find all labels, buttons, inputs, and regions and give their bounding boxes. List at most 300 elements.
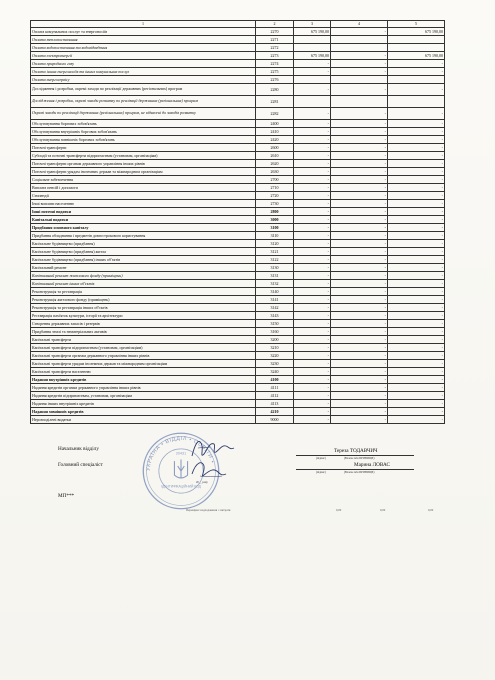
row-code-cell: 2282 — [256, 108, 294, 120]
row-col3-cell: - — [294, 200, 331, 208]
row-col3-cell: - — [294, 144, 331, 152]
row-col4-cell: - — [331, 376, 388, 384]
row-col3-cell: - — [294, 280, 331, 288]
row-col3-cell: 675 190,00 — [294, 52, 331, 60]
row-code-cell: 2700 — [256, 176, 294, 184]
row-code-cell: 3210 — [256, 344, 294, 352]
row-col5-cell: - — [388, 392, 445, 400]
budget-table — [30, 20, 445, 424]
header-col-2: 2 — [256, 21, 294, 28]
table-row — [31, 288, 445, 296]
table-row — [31, 120, 445, 128]
row-col5-cell: - — [388, 416, 445, 424]
row-col4-cell: - — [331, 304, 388, 312]
row-col5-cell: - — [388, 128, 445, 136]
row-col3-cell: - — [294, 224, 331, 232]
specialist-name-line — [296, 469, 414, 470]
row-col4-cell: - — [331, 336, 388, 344]
row-name-cell: Капітальне будівництво (придбання) житла — [31, 248, 256, 256]
row-name-cell: Капітальне будівництво (придбання) — [31, 240, 256, 248]
table-row — [31, 312, 445, 320]
table-row — [31, 84, 445, 96]
row-col3-cell: - — [294, 320, 331, 328]
row-code-cell: 2272 — [256, 44, 294, 52]
table-row — [31, 360, 445, 368]
row-col5-cell: - — [388, 248, 445, 256]
row-col4-cell — [331, 96, 388, 108]
row-col5-cell: - — [388, 256, 445, 264]
table-row — [31, 184, 445, 192]
row-name-cell: Капітальні трансферти урядам іноземних держав та міжнародним організаціям — [31, 360, 256, 368]
row-name-cell: Капітальний ремонт — [31, 264, 256, 272]
row-code-cell: 3200 — [256, 336, 294, 344]
row-code-cell: 3000 — [256, 216, 294, 224]
row-col5-cell: - — [388, 288, 445, 296]
row-col4-cell: - — [331, 84, 388, 96]
header-col-3: 3 — [294, 21, 331, 28]
check-row-col4: 0,00 — [380, 508, 386, 512]
row-col3-cell: - — [294, 152, 331, 160]
row-name-cell: Виплата пенсій і допомоги — [31, 184, 256, 192]
row-code-cell: 3131 — [256, 272, 294, 280]
row-name-cell: Капітальні трансферти — [31, 336, 256, 344]
row-col3-cell — [294, 44, 331, 52]
table-row — [31, 68, 445, 76]
row-col4-cell: - — [331, 216, 388, 224]
row-name-cell: Капітальний ремонт житлового фонду (приміщень) — [31, 272, 256, 280]
row-col4-cell: - — [331, 256, 388, 264]
year-caption: 20__ року — [196, 481, 208, 484]
row-col4-cell: - — [331, 384, 388, 392]
table-row — [31, 240, 445, 248]
row-col5-cell: - — [388, 328, 445, 336]
row-col5-cell: 675 190,00 — [388, 28, 445, 36]
row-col5-cell: 675 190,00 — [388, 52, 445, 60]
row-col5-cell — [388, 96, 445, 108]
row-col4-cell: - — [331, 208, 388, 216]
row-col4-cell: - — [331, 184, 388, 192]
row-name-text: Дослідження і розробки, окремі заходи розвитку по реалізації державних (регіональних) програм — [32, 98, 198, 104]
row-col4-cell — [331, 44, 388, 52]
row-code-cell: 3240 — [256, 368, 294, 376]
row-col5-cell: - — [388, 176, 445, 184]
table-row — [31, 248, 445, 256]
row-col3-cell: - — [294, 120, 331, 128]
row-name-cell: Капітальні трансферти населенню — [31, 368, 256, 376]
table-row — [31, 400, 445, 408]
row-col5-cell: - — [388, 232, 445, 240]
table-row — [31, 304, 445, 312]
row-col4-cell: - — [331, 328, 388, 336]
row-col5-cell: - — [388, 272, 445, 280]
table-row — [31, 200, 445, 208]
row-name-cell: Поточні трансферти — [31, 144, 256, 152]
row-col3-cell: - — [294, 208, 331, 216]
row-name-text: Окремі заходи по реалізації державних (регіональних) програм, не віднесені до заходів розвитку — [32, 110, 196, 116]
row-col4-cell: - — [331, 368, 388, 376]
row-col5-cell: - — [388, 108, 445, 120]
row-col3-cell: - — [294, 328, 331, 336]
row-code-cell: 4111 — [256, 384, 294, 392]
row-col3-cell: - — [294, 288, 331, 296]
row-col3-cell: - — [294, 184, 331, 192]
row-name-text: Дослідження і розробки, окремі заходи по реалізації державних (регіональних) програм — [32, 86, 183, 92]
row-code-cell: 4113 — [256, 400, 294, 408]
row-col5-cell: - — [388, 352, 445, 360]
row-col3-cell: - — [294, 304, 331, 312]
table-row — [31, 256, 445, 264]
table-row — [31, 160, 445, 168]
row-code-cell: 2400 — [256, 120, 294, 128]
row-name-cell: Реконструкція житлового фонду (приміщень) — [31, 296, 256, 304]
row-name-cell: Соціальне забезпечення — [31, 176, 256, 184]
head-title: Начальник відділу — [58, 446, 99, 452]
row-col3-cell: - — [294, 160, 331, 168]
row-col3-cell: - — [294, 216, 331, 224]
row-col5-cell: - — [388, 320, 445, 328]
row-code-cell: 3120 — [256, 240, 294, 248]
row-code-cell: 2273 — [256, 52, 294, 60]
row-col5-cell: - — [388, 216, 445, 224]
row-code-cell: 2420 — [256, 136, 294, 144]
specialist-sign-caption: (підпис) — [316, 471, 326, 474]
row-col4-cell: - — [331, 400, 388, 408]
specialist-title: Головний спеціаліст — [58, 462, 103, 468]
row-name-cell: Надання зовнішніх кредитів — [31, 408, 256, 416]
row-col3-cell: - — [294, 344, 331, 352]
row-name-cell: Придбання обладнання і предметів довгострокового користування — [31, 232, 256, 240]
row-col4-cell: - — [331, 152, 388, 160]
row-code-cell: 2730 — [256, 200, 294, 208]
table-row — [31, 280, 445, 288]
table-row — [31, 416, 445, 424]
row-col3-cell: - — [294, 392, 331, 400]
row-col5-cell: - — [388, 384, 445, 392]
row-col3-cell: - — [294, 176, 331, 184]
head-name-caption: (Власне ім'я ПРІЗВИЩЕ) — [344, 457, 375, 460]
row-col4-cell: - — [331, 60, 388, 68]
row-col4-cell — [331, 36, 388, 44]
row-col3-cell: - — [294, 192, 331, 200]
row-code-cell: 2275 — [256, 68, 294, 76]
row-name-cell: Реставрація пам'яток культури, історії та архітектури — [31, 312, 256, 320]
row-col4-cell: - — [331, 312, 388, 320]
row-name-cell: Придбання землі та нематеріальних активів — [31, 328, 256, 336]
row-name-cell: Надання внутрішніх кредитів — [31, 376, 256, 384]
row-code-cell: 3160 — [256, 328, 294, 336]
row-col4-cell: - — [331, 288, 388, 296]
row-name-cell: Капітальні трансферти підприємствам (установам, організаціям) — [31, 344, 256, 352]
row-col5-cell: - — [388, 68, 445, 76]
table-row — [31, 128, 445, 136]
row-col5-cell: - — [388, 208, 445, 216]
row-col4-cell: - — [331, 320, 388, 328]
row-col4-cell: - — [331, 248, 388, 256]
check-row-label: Перевірка: надходження = витрати — [186, 508, 231, 512]
row-code-cell: 2274 — [256, 60, 294, 68]
row-name-cell: Оплата електроенергії — [31, 52, 256, 60]
row-col5-cell: - — [388, 312, 445, 320]
row-col5-cell: - — [388, 408, 445, 416]
row-col4-cell: - — [331, 296, 388, 304]
table-row — [31, 168, 445, 176]
row-col4-cell: - — [331, 360, 388, 368]
row-code-cell: 2800 — [256, 208, 294, 216]
row-col5-cell: - — [388, 336, 445, 344]
row-code-cell: 3100 — [256, 224, 294, 232]
row-col5-cell: - — [388, 144, 445, 152]
row-code-cell: 3140 — [256, 288, 294, 296]
row-name-cell: Оплата інших енергоносіїв та інших комунальних послуг — [31, 68, 256, 76]
table-row — [31, 136, 445, 144]
table-row — [31, 224, 445, 232]
row-name-cell: Субсидії та поточні трансферти підприємствам (установам, організаціям) — [31, 152, 256, 160]
row-col3-cell: - — [294, 68, 331, 76]
table-row — [31, 52, 445, 60]
row-col5-cell: - — [388, 264, 445, 272]
row-code-cell: 3130 — [256, 264, 294, 272]
row-name-cell: Оплата енергосервісу — [31, 76, 256, 84]
row-name-cell: Оплата теплопостачання — [31, 36, 256, 44]
row-code-cell: 2720 — [256, 192, 294, 200]
row-col4-cell: - — [331, 128, 388, 136]
row-col5-cell — [388, 76, 445, 84]
table-row — [31, 28, 445, 36]
table-row — [31, 76, 445, 84]
row-col3-cell: - — [294, 376, 331, 384]
row-col5-cell: - — [388, 200, 445, 208]
row-col4-cell: - — [331, 120, 388, 128]
row-col5-cell: - — [388, 84, 445, 96]
row-col3-cell: - — [294, 60, 331, 68]
row-name-cell: Капітальне будівництво (придбання) інших об'єктів — [31, 256, 256, 264]
row-col5-cell: - — [388, 60, 445, 68]
row-name-cell: Інші поточні видатки — [31, 208, 256, 216]
row-code-cell: 3143 — [256, 312, 294, 320]
row-code-cell: 3142 — [256, 304, 294, 312]
row-name-cell: Капітальні трансферти органам державного управління інших рівнів — [31, 352, 256, 360]
row-name-cell: Інші виплати населенню — [31, 200, 256, 208]
seal-mark-label: МП*** — [58, 493, 75, 499]
row-col3-cell: - — [294, 108, 331, 120]
head-name: Тереза ТОДАВЧИЧ — [334, 448, 378, 454]
row-col3-cell — [294, 36, 331, 44]
header-col-5: 5 — [388, 21, 445, 28]
row-code-cell: 2600 — [256, 144, 294, 152]
table-row — [31, 376, 445, 384]
row-col3-cell: - — [294, 312, 331, 320]
row-col5-cell: - — [388, 400, 445, 408]
row-col4-cell: - — [331, 108, 388, 120]
row-col4-cell: - — [331, 176, 388, 184]
table-row — [31, 152, 445, 160]
row-name-cell: Оплата водопостачання та водовідведення — [31, 44, 256, 52]
table-row — [31, 320, 445, 328]
row-col4-cell: - — [331, 408, 388, 416]
row-col5-cell: - — [388, 240, 445, 248]
table-row — [31, 408, 445, 416]
row-col4-cell: - — [331, 200, 388, 208]
row-col4-cell: - — [331, 160, 388, 168]
row-col4-cell: - — [331, 224, 388, 232]
row-col5-cell: - — [388, 224, 445, 232]
stamp-center-text: ІДЕНТИФІКАЦІЙНИЙ КОД — [161, 484, 201, 489]
header-col-1: 1 — [31, 21, 256, 28]
row-col3-cell: - — [294, 400, 331, 408]
row-col3-cell: - — [294, 256, 331, 264]
row-name-cell: Обслуговування боргових зобов'язань — [31, 120, 256, 128]
head-sign-caption: (підпис) — [316, 457, 326, 460]
row-name-cell: Капітальний ремонт інших об'єктів — [31, 280, 256, 288]
table-row — [31, 108, 445, 120]
table-header-row — [31, 21, 445, 28]
row-col3-cell: 675 190,00 — [294, 28, 331, 36]
row-col4-cell — [331, 76, 388, 84]
row-name-cell: Обслуговування внутрішніх боргових зобов'язань — [31, 128, 256, 136]
row-col5-cell: - — [388, 152, 445, 160]
row-code-cell: 2620 — [256, 160, 294, 168]
row-code-cell: 2410 — [256, 128, 294, 136]
table-row — [31, 272, 445, 280]
row-name-cell — [31, 84, 256, 96]
row-col5-cell: - — [388, 280, 445, 288]
table-row — [31, 216, 445, 224]
row-col3-cell: - — [294, 360, 331, 368]
header-col-4: 4 — [331, 21, 388, 28]
row-col5-cell: - — [388, 168, 445, 176]
row-col5-cell — [388, 36, 445, 44]
row-col3-cell: - — [294, 368, 331, 376]
stamp-ring-text: УКРАЇНА • ВІДДІЛ • ОСВІТИ • — [145, 435, 216, 472]
row-col4-cell: - — [331, 280, 388, 288]
row-name-cell: Оплата комунальних послуг та енергоносіїв — [31, 28, 256, 36]
row-code-cell: 2610 — [256, 152, 294, 160]
row-col3-cell — [294, 76, 331, 84]
row-col3-cell: - — [294, 84, 331, 96]
row-name-cell: Реконструкція та реставрація інших об'єктів — [31, 304, 256, 312]
row-col4-cell: - — [331, 168, 388, 176]
row-col4-cell: - — [331, 272, 388, 280]
table-row — [31, 296, 445, 304]
table-row — [31, 96, 445, 108]
row-code-cell: 2281 — [256, 96, 294, 108]
row-code-cell: 3122 — [256, 256, 294, 264]
row-code-cell: 4210 — [256, 408, 294, 416]
row-col4-cell: - — [331, 52, 388, 60]
row-col4-cell: - — [331, 416, 388, 424]
row-col5-cell: - — [388, 360, 445, 368]
table-row — [31, 352, 445, 360]
table-row — [31, 176, 445, 184]
table-row — [31, 192, 445, 200]
row-col3-cell: - — [294, 136, 331, 144]
row-col4-cell: - — [331, 352, 388, 360]
row-col5-cell: - — [388, 344, 445, 352]
specialist-signature — [186, 458, 230, 480]
row-code-cell: 3230 — [256, 360, 294, 368]
specialist-name: Марина ЛОВАС — [354, 462, 391, 468]
row-code-cell: 2270 — [256, 28, 294, 36]
row-col3-cell: - — [294, 240, 331, 248]
check-row-col3: 0,00 — [336, 508, 342, 512]
row-col3-cell: - — [294, 384, 331, 392]
row-col5-cell: - — [388, 304, 445, 312]
row-name-cell: Поточні трансферти урядам іноземних держав та міжнародним організаціям — [31, 168, 256, 176]
row-code-cell: 3141 — [256, 296, 294, 304]
row-col5-cell: - — [388, 160, 445, 168]
row-col4-cell: - — [331, 192, 388, 200]
row-col5-cell: - — [388, 376, 445, 384]
row-col4-cell: - — [331, 144, 388, 152]
table-row — [31, 336, 445, 344]
row-col4-cell: - — [331, 68, 388, 76]
table-row — [31, 264, 445, 272]
row-name-cell: Реконструкція та реставрація — [31, 288, 256, 296]
row-col3-cell: - — [294, 232, 331, 240]
row-col3-cell: - — [294, 248, 331, 256]
table-row — [31, 328, 445, 336]
row-code-cell: 2710 — [256, 184, 294, 192]
row-col3-cell: - — [294, 296, 331, 304]
check-row-col5: 0,00 — [428, 508, 434, 512]
row-col3-cell: - — [294, 408, 331, 416]
row-name-cell: Капітальні видатки — [31, 216, 256, 224]
row-col4-cell: - — [331, 240, 388, 248]
stamp-code: 20431 — [175, 451, 187, 456]
row-name-cell: Надання інших внутрішніх кредитів — [31, 400, 256, 408]
row-code-cell: 2280 — [256, 84, 294, 96]
row-code-cell: 2630 — [256, 168, 294, 176]
row-col3-cell — [294, 96, 331, 108]
row-name-cell: Нерозподілені видатки — [31, 416, 256, 424]
row-col5-cell: - — [388, 368, 445, 376]
row-col3-cell: - — [294, 416, 331, 424]
head-name-line — [296, 455, 414, 456]
row-col3-cell: - — [294, 264, 331, 272]
row-code-cell: 3150 — [256, 320, 294, 328]
row-code-cell: 3110 — [256, 232, 294, 240]
table-row — [31, 368, 445, 376]
table-row — [31, 384, 445, 392]
row-col5-cell: - — [388, 120, 445, 128]
row-name-cell: Придбання основного капіталу — [31, 224, 256, 232]
row-name-cell: Створення державних запасів і резервів — [31, 320, 256, 328]
row-name-cell — [31, 96, 256, 108]
table-row — [31, 208, 445, 216]
row-code-cell: 3220 — [256, 352, 294, 360]
table-row — [31, 36, 445, 44]
row-col4-cell: - — [331, 136, 388, 144]
row-name-cell: Надання кредитів органам державного управління інших рівнів — [31, 384, 256, 392]
row-col4-cell: - — [331, 392, 388, 400]
row-col5-cell: - — [388, 136, 445, 144]
row-code-cell: 2276 — [256, 76, 294, 84]
table-row — [31, 232, 445, 240]
row-col5-cell: - — [388, 296, 445, 304]
row-col3-cell: - — [294, 128, 331, 136]
row-name-cell: Надання кредитів підприємствам, установам, організаціям — [31, 392, 256, 400]
row-code-cell: 9000 — [256, 416, 294, 424]
row-code-cell: 4100 — [256, 376, 294, 384]
row-name-cell: Стипендії — [31, 192, 256, 200]
table-row — [31, 392, 445, 400]
row-code-cell: 3132 — [256, 280, 294, 288]
row-col4-cell: - — [331, 264, 388, 272]
row-col3-cell: - — [294, 352, 331, 360]
row-col3-cell: - — [294, 168, 331, 176]
table-row — [31, 144, 445, 152]
row-col5-cell: - — [388, 184, 445, 192]
